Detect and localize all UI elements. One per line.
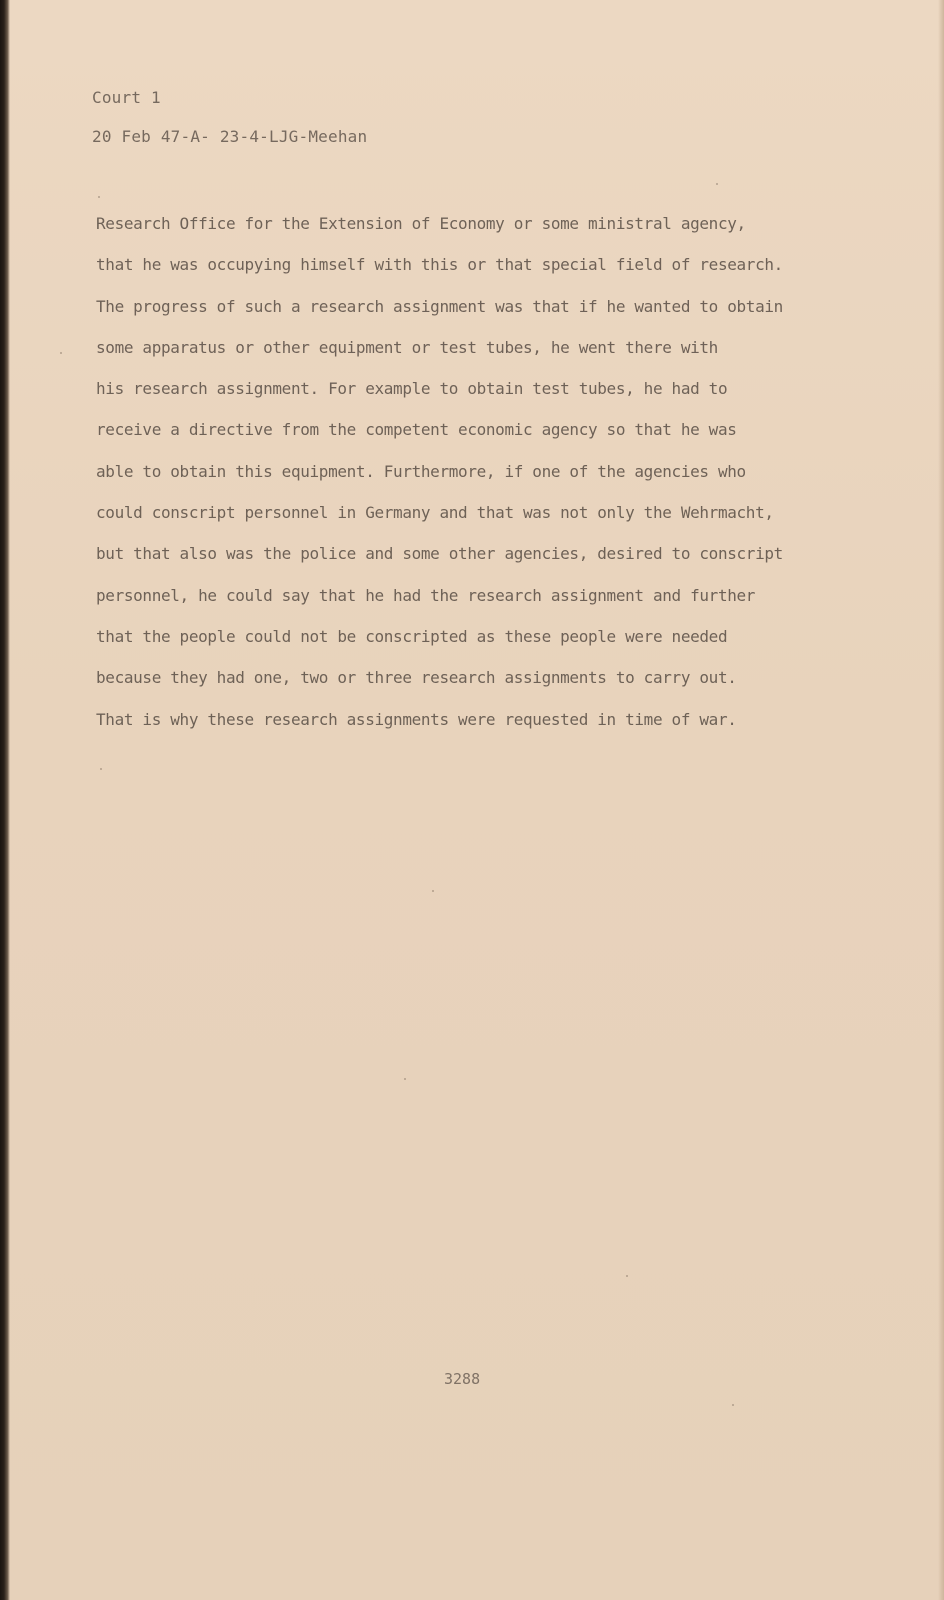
body-line: personnel, he could say that he had the research assignment and further — [96, 585, 756, 605]
page-right-edge — [938, 0, 944, 1600]
scanned-page-edge — [0, 0, 10, 1600]
body-line: some apparatus or other equipment or test tubes, he went there with — [96, 337, 718, 357]
body-line: that he was occupying himself with this or that special field of research. — [96, 255, 783, 275]
paper-speck — [716, 183, 718, 185]
body-line: receive a directive from the competent economic agency so that he was — [96, 420, 737, 440]
paper-speck — [404, 1078, 406, 1080]
body-line: but that also was the police and some other agencies, desired to conscript — [96, 544, 783, 564]
body-line: able to obtain this equipment. Furthermore, if one of the agencies who — [96, 461, 746, 481]
paper-speck — [432, 890, 434, 892]
paper-speck — [626, 1275, 628, 1277]
body-line: that the people could not be conscripted as these people were needed — [96, 626, 728, 646]
paper-speck — [100, 768, 102, 770]
body-line: because they had one, two or three research assignments to carry out. — [96, 668, 737, 688]
paper-speck — [732, 1404, 734, 1406]
transcript-body — [96, 203, 896, 740]
body-line: his research assignment. For example to obtain test tubes, he had to — [96, 379, 728, 399]
page-number: 3288 — [444, 1370, 481, 1388]
paper-speck — [60, 352, 62, 354]
paper-speck — [98, 196, 100, 198]
court-label: Court 1 — [92, 88, 161, 107]
body-line: The progress of such a research assignment was that if he wanted to obtain — [96, 296, 783, 316]
body-line: could conscript personnel in Germany and that was not only the Wehrmacht, — [96, 503, 774, 523]
body-line: Research Office for the Extension of Economy or some ministral agency, — [96, 214, 746, 233]
transcript-reference: 20 Feb 47-A- 23-4-LJG-Meehan — [92, 127, 368, 146]
body-line: That is why these research assignments were requested in time of war. — [96, 709, 737, 729]
